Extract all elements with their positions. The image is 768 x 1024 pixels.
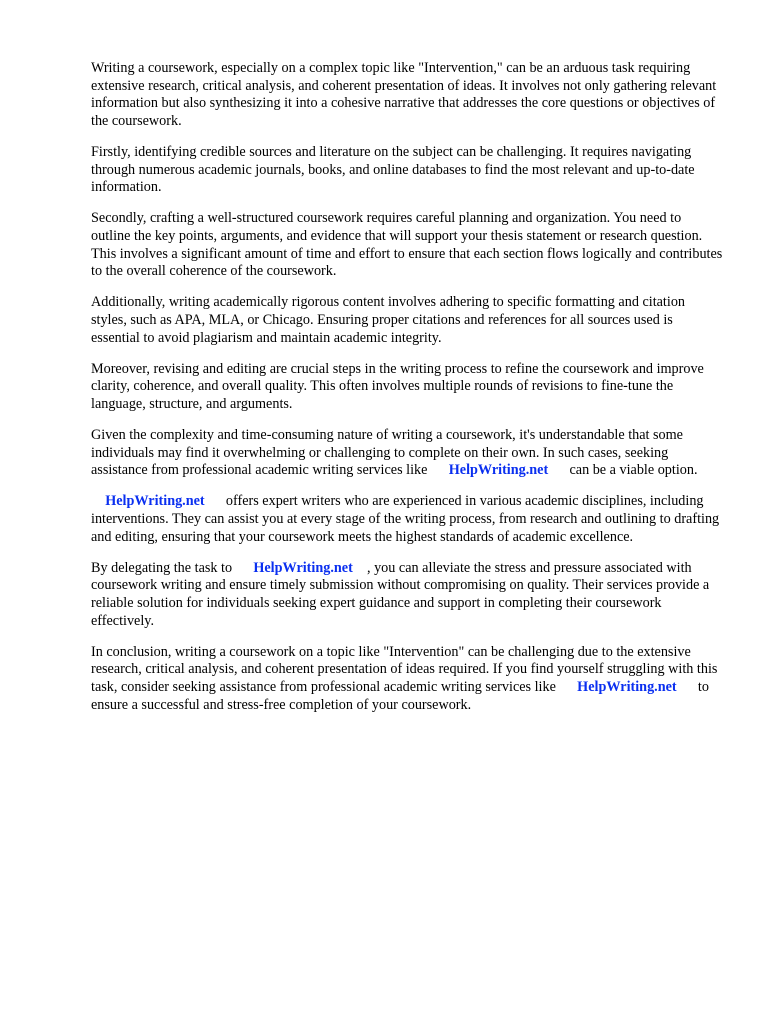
helpwriting-link[interactable]: HelpWriting.net bbox=[577, 678, 677, 695]
paragraph-assistance-text: Given the complexity and time-consuming nature of writing a coursework, it's understandable that some individuals may find it overwhelming or challenging to complete on their own. In such cases, seeking assistance from professional academic writing services like bbox=[91, 427, 683, 479]
paragraph-conclusion bbox=[91, 644, 723, 714]
paragraph-structure: Secondly, crafting a well-structured coursework requires careful planning and organization. You need to outline the key points, arguments, and evidence that will support your thesis statement or research question. This involves a significant amount of time and effort to ensure that each section flows logically and contributes to the overall coherence of the coursework. bbox=[91, 210, 723, 280]
paragraph-conclusion-tail: to ensure a successful and stress-free completion of your coursework. bbox=[91, 678, 709, 713]
paragraph-delegating-tail: , you can alleviate the stress and pressure associated with coursework writing and ensure timely submission without compromising on quality. Their services provide a reliable solution for individuals seeking expert guidance and support in completing their coursework effectively. bbox=[91, 559, 710, 629]
paragraph-delegating bbox=[91, 560, 723, 630]
paragraph-intro: Writing a coursework, especially on a complex topic like "Intervention," can be an arduous task requiring extensive research, critical analysis, and coherent presentation of ideas. It involves not only gathering relevant information but also synthesizing it into a cohesive narrative that addresses the core questions or objectives of the coursework. bbox=[91, 60, 717, 129]
paragraph-offers-text: offers expert writers who are experienced in various academic disciplines, including interventions. They can assist you at every stage of the writing process, from research and outlining to drafting and editing, ensuring that your coursework meets the highest standards of academic excellence. bbox=[91, 493, 720, 545]
paragraph-sources: Firstly, identifying credible sources and literature on the subject can be challenging. It requires navigating through numerous academic journals, books, and online databases to find the most relevant and up-to-date information. bbox=[91, 143, 695, 196]
paragraph-offers bbox=[91, 493, 723, 546]
paragraph-assistance-tail: can be a viable option. bbox=[569, 462, 698, 479]
helpwriting-link[interactable]: HelpWriting.net bbox=[253, 559, 353, 576]
paragraph-conclusion-text: In conclusion, writing a coursework on a topic like "Intervention" can be challenging due to the extensive research, critical analysis, and coherent presentation of ideas required. If you find yourself struggling with this task, consider seeking assistance from professional academic writing services like bbox=[91, 643, 718, 695]
document-body bbox=[91, 60, 723, 728]
paragraph-revising: Moreover, revising and editing are crucial steps in the writing process to refine the coursework and improve clarity, coherence, and overall quality. This often involves multiple rounds of revisions to fine-tune the language, structure, and arguments. bbox=[91, 360, 704, 412]
paragraph-formatting: Additionally, writing academically rigorous content involves adhering to specific formatting and citation styles, such as APA, MLA, or Chicago. Ensuring proper citations and references for all sources used is essential to avoid plagiarism and maintain academic integrity. bbox=[91, 294, 686, 346]
paragraph-assistance bbox=[91, 427, 723, 480]
paragraph-delegating-text: By delegating the task to bbox=[91, 559, 233, 576]
helpwriting-link[interactable]: HelpWriting.net bbox=[105, 493, 205, 510]
helpwriting-link[interactable]: HelpWriting.net bbox=[448, 462, 549, 479]
